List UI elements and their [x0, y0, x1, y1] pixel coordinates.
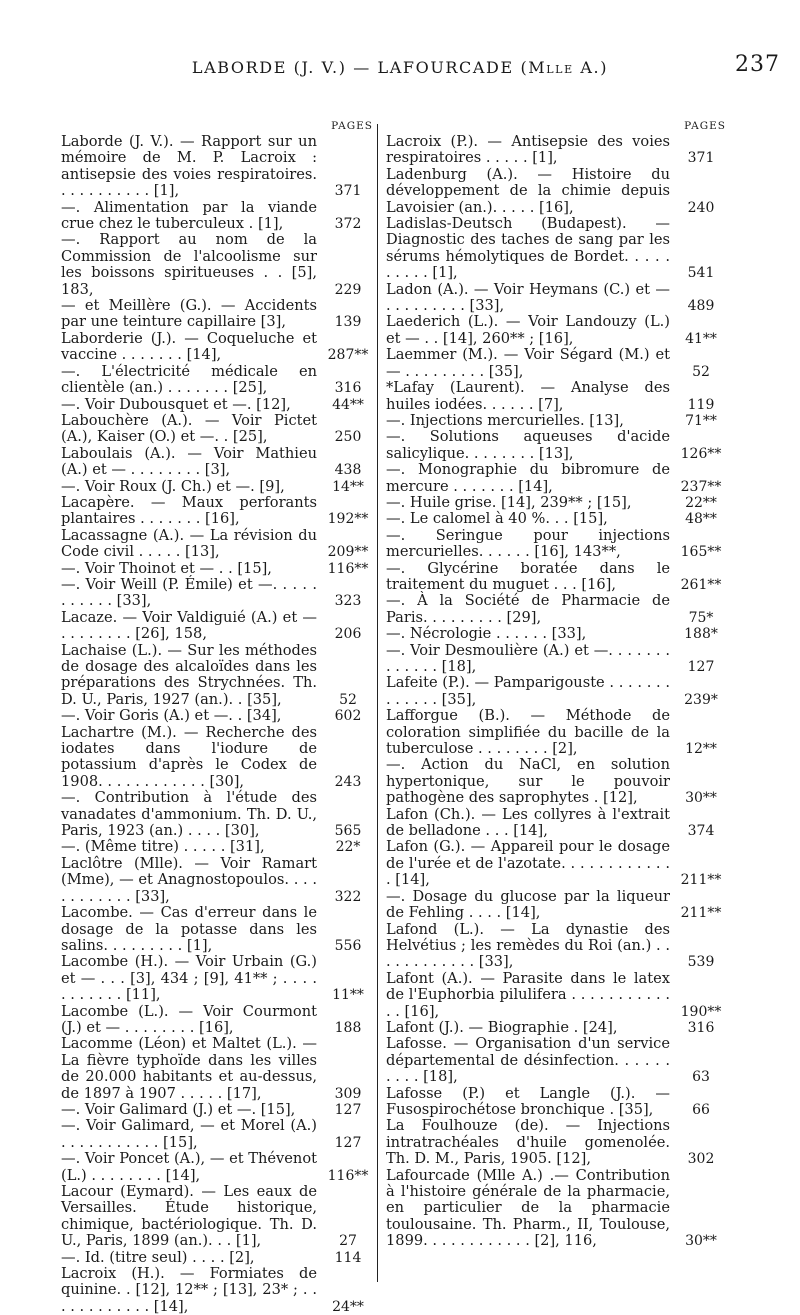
entry-page: 243: [334, 773, 362, 790]
pages-label: PAGES: [684, 120, 726, 132]
entry-page: 52: [339, 691, 357, 708]
index-entry: [61, 528, 373, 561]
index-entry: [386, 626, 726, 642]
index-entry: [61, 839, 373, 855]
entry-page: 261**: [680, 576, 722, 593]
entry-page: 316: [334, 380, 362, 397]
entry-page: 602: [334, 708, 362, 725]
column-divider: [377, 124, 378, 1282]
entry-text: Lafosse (P.) et Langle (J.). — Fusospirochétose bronchique . [35],: [386, 1084, 670, 1118]
entry-page: 240: [687, 199, 715, 216]
entry-text: Lafond (L.). — La dynastie des Helvétius ; les remèdes du Roi (an.) . . . . . . . . . . . . [33],: [386, 920, 670, 971]
entry-text: Laboulais (A.). — Voir Mathieu (A.) et — . . . . . . . . [3],: [61, 444, 317, 479]
entry-text: —. Rapport au nom de la Commission de l'alcoolisme sur les boissons spiritueuses . . [5], 183,: [61, 231, 317, 298]
entry-page: 565: [334, 823, 362, 840]
entry-text: —. Voir Galimard, — et Morel (A.) . . . . . . . . . . . [15],: [61, 1117, 317, 1151]
entry-page: 287**: [327, 347, 369, 364]
index-entry: [386, 561, 726, 594]
entry-text: —. Glycérine boratée dans le traitement du muguet . . . [16],: [386, 559, 670, 593]
entry-text: Laclôtre (Mlle). — Voir Ramart (Mme), — et Anagnostopoulos. . . . . . . . . . . . [33],: [61, 854, 317, 905]
entry-text: Lafon (G.). — Appareil pour le dosage de l'urée et de l'azotate. . . . . . . . . . . . . [14],: [386, 838, 670, 889]
index-entry: [386, 807, 726, 840]
entry-page: 116**: [327, 1167, 369, 1184]
index-entry: [386, 708, 726, 757]
entry-text: Labouchère (A.). — Voir Pictet (A.), Kaiser (O.) et —. . [25],: [61, 411, 317, 446]
entry-page: 250: [334, 429, 362, 446]
entry-text: —. (Même titre) . . . . . [31],: [61, 838, 265, 856]
entry-page: 12**: [685, 741, 717, 758]
index-entry: [61, 1151, 373, 1184]
entry-text: —. Le calomel à 40 %. . . [15],: [386, 510, 608, 528]
left-column: [61, 118, 373, 1315]
entry-text: —. Dosage du glucose par la liqueur de Fehling . . . . [14],: [386, 887, 670, 922]
entry-text: Lacassagne (A.). — La révision du Code civil . . . . . [13],: [61, 526, 317, 561]
index-entry: [386, 282, 726, 315]
left-entries: [61, 134, 373, 1315]
entry-text: Laborderie (J.). — Coqueluche et vaccine . . . . . . . [14],: [61, 329, 317, 364]
entry-text: Lafont (J.). — Biographie . [24],: [386, 1018, 618, 1036]
entry-page: 372: [334, 216, 362, 233]
entry-text: Lacomme (Léon) et Maltet (L.). — La fièvre typhoïde dans les villes de 20.000 habitants et au-dessus, de 1897 à 1907 . . . . . [17],: [61, 1035, 317, 1102]
entry-page: 27: [339, 1233, 357, 1250]
entry-page: 30**: [685, 1233, 717, 1250]
index-entry: [386, 1036, 726, 1085]
entry-text: Lacombe (L.). — Voir Courmont (J.) et — . . . . . . . . [16],: [61, 1002, 317, 1036]
running-head: LABORDE (J. V.) — LAFOURCADE (Mlle A.): [191, 58, 609, 77]
entry-page: 22*: [335, 839, 361, 856]
entry-text: Lafforgue (B.). — Méthode de coloration simplifiée du bacille de la tuberculose . . . . . . . . [2],: [386, 707, 670, 758]
index-entry: [386, 593, 726, 626]
entry-page: 322: [334, 888, 362, 905]
entry-text: —. Voir Dubousquet et —. [12],: [61, 395, 291, 413]
entry-page: 188: [334, 1019, 362, 1036]
entry-page: 127: [334, 1134, 362, 1151]
entry-text: Lachaise (L.). — Sur les méthodes de dosage des alcaloïdes dans les préparations des Strychnées. Th. D. U., Paris, 1927 (an.). . [35],: [61, 641, 317, 708]
entry-page: 374: [687, 823, 715, 840]
index-entry: [386, 1086, 726, 1119]
entry-page: 209**: [327, 544, 369, 561]
entry-text: —. Voir Roux (J. Ch.) et —. [9],: [61, 477, 285, 495]
entry-text: Lafeite (P.). — Pamparigouste . . . . . . . . . . . . . [35],: [386, 674, 670, 708]
index-entry: [386, 675, 726, 708]
index-entry: [61, 364, 373, 397]
entry-text: Lacour (Eymard). — Les eaux de Versailles. Étude historique, chimique, bactériologique. Th. D. U., Paris, 1899 (an.). . . [1],: [61, 1183, 317, 1250]
entry-page: 316: [687, 1019, 715, 1036]
entry-page: 556: [334, 937, 362, 954]
index-entry: [386, 971, 726, 1020]
index-entry: [61, 954, 373, 1003]
entry-page: 63: [692, 1069, 710, 1086]
index-entry: [61, 561, 373, 577]
index-entry: [386, 413, 726, 429]
index-entry: [386, 167, 726, 216]
index-entry: [61, 1036, 373, 1102]
index-entry: [386, 643, 726, 676]
index-entry: [386, 511, 726, 527]
index-entry: [61, 1004, 373, 1037]
entry-text: —. Monographie du bibromure de mercure . . . . . . . [14],: [386, 461, 670, 495]
entry-page: 75*: [688, 609, 714, 626]
index-entry: [61, 1266, 373, 1315]
entry-page: 239*: [684, 691, 718, 708]
entry-text: — et Meillère (G.). — Accidents par une teinture capillaire [3],: [61, 297, 317, 331]
index-entry: [386, 462, 726, 495]
index-entry: [61, 413, 373, 446]
entry-text: Lacombe. — Cas d'erreur dans le dosage de la potasse dans les salins. . . . . . . . . [1],: [61, 904, 317, 954]
index-entry: [61, 1102, 373, 1118]
entry-text: —. À la Société de Pharmacie de Paris. . . . . . . . . [29],: [386, 592, 670, 626]
entry-text: Lafon (Ch.). — Les collyres à l'extrait de belladone . . . [14],: [386, 805, 670, 840]
entry-text: —. Action du NaCl, en solution hypertonique, sur le pouvoir pathogène des saprophytes . [12],: [386, 756, 670, 807]
entry-text: Lacaze. — Voir Valdiguié (A.) et — . . . . . . . . [26], 158,: [61, 608, 317, 643]
index-entry: [61, 200, 373, 233]
entry-page: 44**: [332, 396, 364, 413]
entry-page: 71**: [685, 412, 717, 429]
entry-text: —. Voir Weill (P. Émile) et —. . . . . . . . . . . [33],: [61, 575, 317, 610]
index-entry: [386, 922, 726, 971]
entry-text: Lacroix (P.). — Antisepsie des voies respiratoires . . . . . [1],: [386, 133, 670, 167]
entry-page: 165**: [680, 544, 722, 561]
index-entry: [386, 528, 726, 561]
entry-text: —. Contribution à l'étude des vanadates d'ammonium. Th. D. U., Paris, 1923 (an.) . . . . [30],: [61, 789, 317, 840]
index-entry: [386, 839, 726, 888]
entry-page: 24**: [332, 1298, 364, 1315]
entry-text: —. L'électricité médicale en clientèle (an.) . . . . . . . [25],: [61, 362, 317, 397]
entry-page: 192**: [327, 511, 369, 528]
entry-page: 52: [692, 363, 710, 380]
index-entry: [61, 708, 373, 724]
entry-page: 438: [334, 462, 362, 479]
index-entry: [386, 380, 726, 413]
entry-page: 66: [692, 1101, 710, 1118]
entry-text: La Foulhouze (de). — Injections intratrachéales d'huile gomenolée. Th. D. M., Paris, 1905. [12],: [386, 1117, 670, 1168]
entry-text: Lafosse. — Organisation d'un service départemental de désinfection. . . . . . . . . . [18],: [386, 1035, 670, 1086]
entry-page: 127: [334, 1101, 362, 1118]
entry-page: 127: [687, 659, 715, 675]
index-entry: [386, 1118, 726, 1167]
entry-page: 541: [687, 265, 715, 282]
index-entry: [61, 790, 373, 839]
entry-text: Laborde (J. V.). — Rapport sur un mémoire de M. P. Lacroix : antisepsie des voies respiratoires. . . . . . . . . . . [1],: [61, 133, 317, 200]
entry-text: Lafourcade (Mlle A.) .— Contribution à l'histoire générale de la pharmacie, en particulier de la pharmacie toulousaine. Th. Pharm., II, Toulouse, 1899. . . . . . . . . . . . [2], 116,: [386, 1166, 670, 1250]
entry-page: 211**: [680, 872, 722, 889]
index-entry: [61, 610, 373, 643]
entry-page: 188*: [684, 626, 718, 643]
entry-text: —. Huile grise. [14], 239** ; [15],: [386, 493, 632, 511]
index-entry: [61, 577, 373, 610]
entry-page: 206: [334, 626, 362, 643]
index-entry: [386, 1168, 726, 1250]
entry-page: 126**: [680, 445, 722, 462]
entry-page: 41**: [685, 330, 717, 347]
index-entry: [386, 889, 726, 922]
entry-text: Lacombe (H.). — Voir Urbain (G.) et — . . . [3], 434 ; [9], 41** ; . . . . . . . . . . . [11],: [61, 953, 317, 1004]
index-entry: [61, 725, 373, 791]
index-entry: [386, 134, 726, 167]
entry-page: 119: [687, 396, 715, 413]
entry-text: —. Alimentation par la viande crue chez le tuberculeux . [1],: [61, 198, 317, 233]
page-number: 237: [735, 52, 780, 77]
entry-text: Lafont (A.). — Parasite dans le latex de l'Euphorbia pilulifera . . . . . . . . . . . . . [16],: [386, 969, 670, 1020]
entry-text: Ladislas-Deutsch (Budapest). — Diagnostic des taches de sang par les sérums hémolytiques de Bordet. . . . . . . . . . [1],: [386, 215, 670, 282]
entry-text: Laemmer (M.). — Voir Ségard (M.) et — . . . . . . . . . [35],: [386, 346, 670, 380]
entry-text: —. Nécrologie . . . . . . [33],: [386, 625, 587, 643]
entry-page: 211**: [680, 905, 722, 922]
entry-text: —. Id. (titre seul) . . . . [2],: [61, 1248, 255, 1266]
index-entry: [386, 347, 726, 380]
entry-text: Laederich (L.). — Voir Landouzy (L.) et — . . [14], 260** ; [16],: [386, 313, 670, 347]
entry-text: —. Seringue pour injections mercurielles. . . . . . [16], 143**,: [386, 526, 670, 561]
entry-text: Lacroix (H.). — Formiates de quinine. . [12], 12** ; [13], 23* ; . . . . . . . . . . . . [14],: [61, 1265, 317, 1315]
index-entry: [61, 905, 373, 954]
index-entry: [386, 216, 726, 282]
entry-text: —. Voir Goris (A.) et —. . [34],: [61, 707, 282, 725]
entry-text: —. Injections mercurielles. [13],: [386, 411, 624, 429]
index-entry: [61, 643, 373, 709]
right-entries: [386, 134, 726, 1250]
index-entry: [61, 495, 373, 528]
entry-page: 371: [334, 183, 362, 200]
pages-label: PAGES: [331, 120, 373, 132]
index-entry: [61, 397, 373, 413]
entry-page: 323: [334, 593, 362, 610]
index-entry: [386, 495, 726, 511]
entry-text: —. Voir Desmoulière (A.) et —. . . . . . . . . . . . . [18],: [386, 641, 670, 675]
right-column: [386, 118, 726, 1250]
entry-text: —. Voir Galimard (J.) et —. [15],: [61, 1100, 296, 1118]
entry-page: 11**: [332, 987, 364, 1004]
entry-text: —. Voir Thoinot et — . . [15],: [61, 559, 272, 577]
entry-page: 309: [334, 1085, 362, 1102]
index-entry: [61, 1184, 373, 1250]
index-entry: [386, 314, 726, 347]
entry-page: 30**: [685, 790, 717, 807]
entry-text: Ladenburg (A.). — Histoire du développement de la chimie depuis Lavoisier (an.). . . . . [16],: [386, 165, 670, 216]
index-entry: [61, 298, 373, 331]
index-entry: [386, 1020, 726, 1036]
index-entry: [61, 1250, 373, 1266]
entry-page: 237**: [680, 478, 722, 495]
index-entry: [386, 757, 726, 806]
entry-text: *Lafay (Laurent). — Analyse des huiles iodées. . . . . . [7],: [386, 379, 670, 413]
index-entry: [61, 134, 373, 200]
entry-page: 190**: [680, 1003, 722, 1020]
index-entry: [61, 232, 373, 298]
entry-page: 14**: [332, 478, 364, 495]
entry-page: 22**: [685, 494, 717, 511]
index-entry: [61, 446, 373, 479]
entry-page: 489: [687, 298, 715, 315]
entry-text: Lachartre (M.). — Recherche des iodates dans l'iodure de potassium d'après le Codex de 1908. . . . . . . . . . . . [30],: [61, 723, 317, 790]
entry-text: Ladon (A.). — Voir Heymans (C.) et — . . . . . . . . . [33],: [386, 280, 670, 315]
entry-page: 116**: [327, 560, 369, 577]
entry-page: 114: [334, 1249, 362, 1266]
entry-page: 48**: [685, 511, 717, 528]
index-entry: [386, 429, 726, 462]
entry-text: Lacapère. — Maux perforants plantaires . . . . . . . [16],: [61, 493, 317, 528]
entry-text: —. Voir Poncet (A.), — et Thévenot (L.) . . . . . . . . [14],: [61, 1150, 317, 1184]
entry-text: —. Solutions aqueuses d'acide salicylique. . . . . . . . [13],: [386, 428, 670, 462]
entry-page: 371: [687, 150, 715, 167]
entry-page: 139: [334, 314, 362, 331]
entry-page: 539: [687, 954, 715, 971]
index-entry: [61, 856, 373, 905]
index-entry: [61, 479, 373, 495]
entry-page: 302: [687, 1151, 715, 1168]
entry-page: 229: [334, 281, 362, 298]
index-entry: [61, 331, 373, 364]
index-entry: [61, 1118, 373, 1151]
